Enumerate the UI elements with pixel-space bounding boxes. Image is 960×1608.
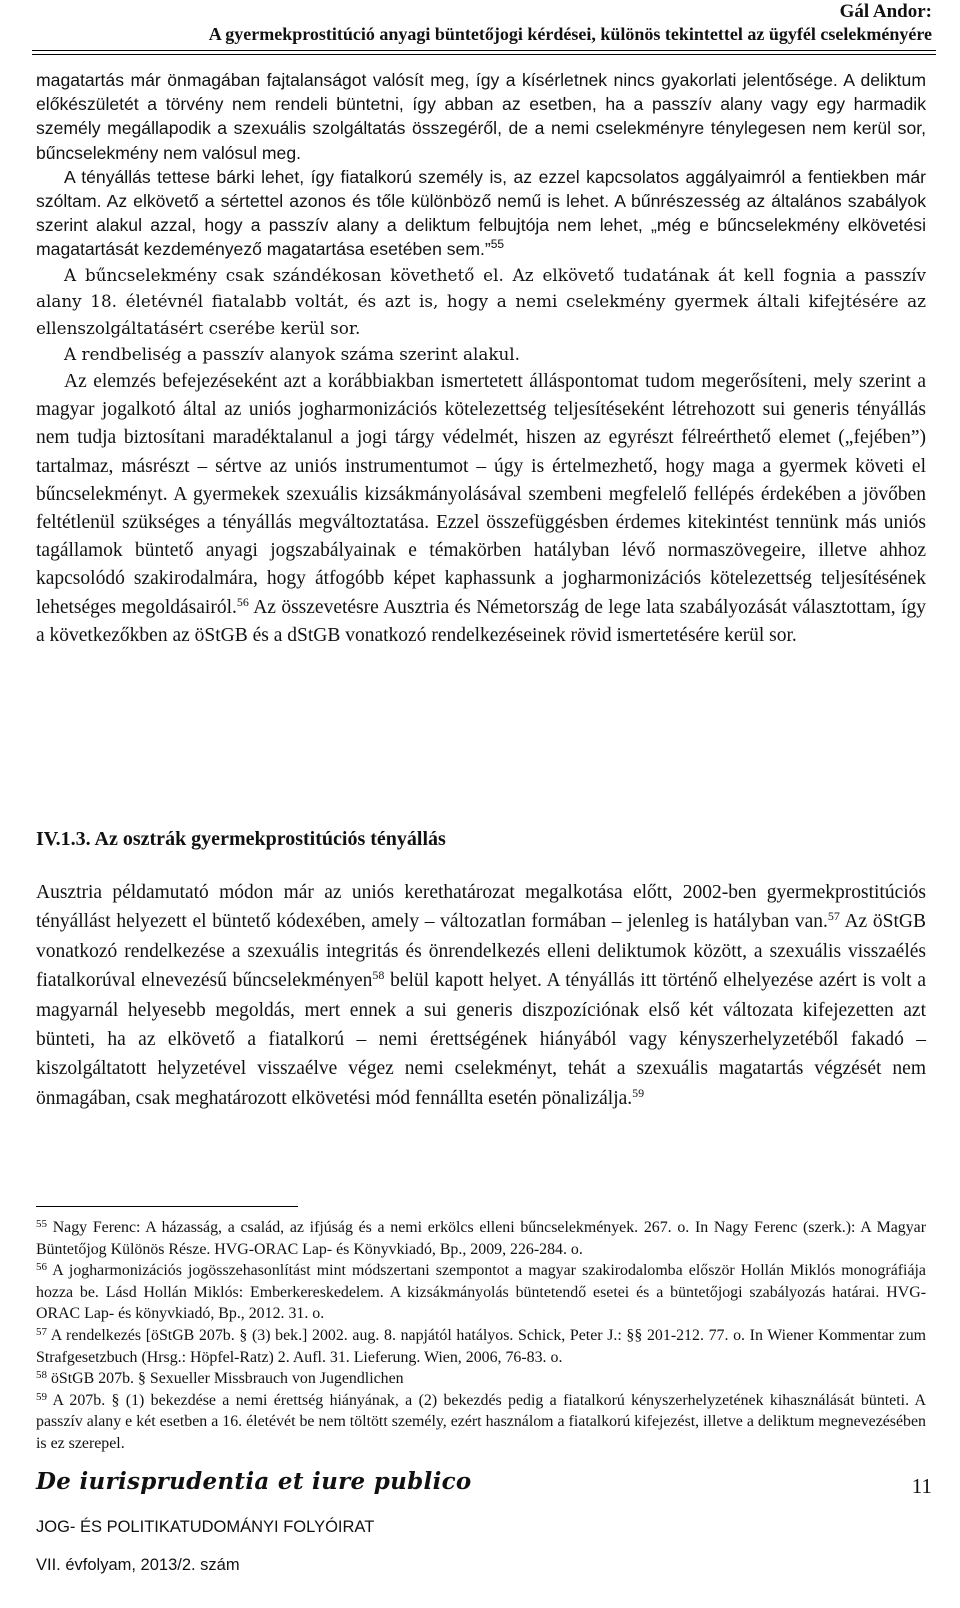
footnote-59 (36, 1390, 926, 1455)
paragraph-text: A tényállás tettese bárki lehet, így fiatalkorú személy is, az ezzel kapcsolatos aggályaimról a fentiekben már szóltam. Az elkövető a sértettel azonos és tőle különböző nemű is lehet. A bűnrészesség az általános szabályok szerint alakul azzal, hogy a passzív alany a deliktum felbujtója nem lehet, „még e bűncselekmény elkövetési magatartását kezdeményező magatartása esetében sem.” (36, 166, 926, 260)
paragraph-text: A bűncselekmény csak szándékosan követhető el. Az elkövető tudatának át kell fognia a passzív alany 18. életévnél fiatalabb voltát, és azt is, hogy a nemi cselekmény gyermek általi kifejtésére az ellenszolgáltatásért cserébe kerül sor. (36, 264, 926, 338)
header-author: Gál Andor: (839, 1, 932, 22)
footnote-58 (36, 1368, 926, 1390)
footnote-ref-58[interactable]: 58 (372, 968, 385, 983)
footnote-text: A rendelkezés [öStGB 207b. § (3) bek.] 2002. aug. 8. napjától hatályos. Schick, Peter J.: §§ 201-212. 77. o. In Wiener Kommentar zum Strafgesetzbuch (Hrsg.: Höpfel-Ratz) 2. Aufl. 31. Lieferung. Wien, 2006, 76-83. o. (36, 1326, 926, 1366)
paragraph-perpetrator (36, 165, 926, 262)
paragraph-text: Az összevetésre Ausztria és Németország de lege lata szabályozását választottam, így a következőkben az öStGB és a dStGB vonatkozó rendelkezéseinek rövid ismertetésére kerül sor. (36, 596, 926, 646)
body-text-top (36, 68, 926, 650)
footnote-number: 55 (36, 1218, 47, 1230)
body-text-austria (36, 878, 926, 1113)
footnote-ref-55[interactable]: 55 (490, 237, 505, 252)
footnote-text: öStGB 207b. § Sexueller Missbrauch von Jugendlichen (50, 1370, 404, 1388)
paragraph-text: Az öStGB vonatkozó rendelkezése a szexuális integritás és önrendelkezés elleni deliktumok között, a szexuális visszaélés fiatalkorúval elnevezésű bűncselekményen (36, 911, 926, 992)
paragraph-text: Ausztria példamutató módon már az uniós kerethatározat megalkotása előtt, 2002-ben gyermekprostitúciós tényállást helyezett el büntető kódexében, amely – változatlan formában – jelenleg is hatályban van. (36, 882, 926, 933)
paragraph-austria (36, 878, 926, 1113)
footnotes (36, 1217, 926, 1455)
footnote-57 (36, 1325, 926, 1368)
journal-subtitle: JOG- ÉS POLITIKATUDOMÁNYI FOLYÓIRAT (36, 1518, 375, 1536)
paragraph-text: A rendbeliség a passzív alanyok száma szerint alakul. (64, 344, 521, 365)
footnote-number: 58 (36, 1369, 47, 1382)
paragraph-text: Az elemzés befejezéseként azt a korábbiakban ismertetett álláspontomat tudom megerősíteni, mely szerint a magyar jogalkotó által az uniós jogharmonizációs kötelezettség teljesítéseként létrehozott sui generis tényállás nem tudja biztosítani maradéktalanul a jogi tárgy védelmét, hiszen az egyrészt félreérthető elemet („fejében”) tartalmaz, másrészt – sértve az uniós instrumentumot – úgy is értelmezhető, hogy maga a gyermek követi el bűncselekményt. A gyermekek szexuális kizsákmányolásával szembeni megfelelő fellépés érdekében a jövőben feltétlenül szükséges a tényállás megváltoztatása. Ezzel összefüggésben érdemes kitekintést tennünk más uniós tagállamok büntető anyagi jogszabályainak e témakörben hatályban lévő normaszövegeire, illetve ahhoz kapcsolódó szakirodalmára, hogy átfogóbb képet kaphassunk a jogharmonizációs kötelezettség teljesítésének lehetséges megoldásairól. (36, 371, 926, 618)
header-rule (32, 50, 936, 51)
footnote-number: 59 (36, 1390, 47, 1403)
paragraph-plurality (36, 341, 926, 368)
paragraph-attempt (36, 68, 926, 165)
footnote-55 (36, 1217, 926, 1260)
paragraph-intent (36, 262, 926, 342)
footnote-separator (36, 1206, 298, 1207)
footnote-text: A jogharmonizációs jogösszehasonlítást mint módszertani szempontot a magyar szakirodalomba először Hollán Miklós monográfiája hozza be. Lásd Hollán Miklós: Emberkereskedelem. A kizsákmányolás büntetendő esetei és a büntetőjogi szabályozás határai. HVG-ORAC Lap- és könyvkiadó, Bp., 2012. 31. o. (36, 1262, 926, 1323)
footnote-56 (36, 1260, 926, 1325)
section-heading: IV.1.3. Az osztrák gyermekprostitúciós tényállás (36, 828, 446, 850)
footnote-text: A 207b. § (1) bekezdése a nemi érettség hiányának, a (2) bekezdés pedig a fiatalkorú kényszerhelyzetének kihasználását bünteti. A passzív alany e két esetben a 16. életévét be nem töltött személy, ezért használom a fiatalkorú kifejezést, illetve a deliktum megnevezésében is ez szerepel. (36, 1391, 926, 1452)
footnote-number: 57 (36, 1325, 47, 1338)
footnote-ref-59[interactable]: 59 (632, 1085, 645, 1100)
header-rule-thin (32, 54, 936, 55)
page-number: 11 (911, 1474, 932, 1498)
paragraph-conclusion (36, 368, 926, 650)
footnote-ref-57[interactable]: 57 (827, 909, 840, 924)
journal-title: De iurisprudentia et iure publico (36, 1468, 472, 1495)
footnote-text: Nagy Ferenc: A házasság, a család, az ifjúság és a nemi erkölcs elleni bűncselekmények. 267. o. In Nagy Ferenc (szerk.): A Magyar Büntetőjog Különös Része. HVG-ORAC Lap- és Könyvkiadó, Bp., 2009, 226-284. o. (36, 1219, 926, 1258)
footnote-ref-56[interactable]: 56 (236, 594, 249, 609)
paragraph-text: magatartás már önmagában fajtalanságot valósít meg, így a kísérletnek nincs gyakorlati jelentősége. A deliktum előkészületét a törvény nem rendeli büntetni, így abban az esetben, ha a passzív alany vagy egy harmadik személy megállapodik a szexuális szolgáltatás összegéről, de a nemi cselekményre ténylegesen nem kerül sor, bűncselekmény nem valósul meg. (36, 70, 926, 163)
footnote-number: 56 (36, 1261, 47, 1274)
journal-volume: VII. évfolyam, 2013/2. szám (36, 1556, 240, 1574)
header-title: A gyermekprostitúció anyagi büntetőjogi kérdései, különös tekintettel az ügyfél cselekményére (208, 24, 932, 44)
paragraph-text: belül kapott helyet. A tényállás itt történő elhelyezése azért is volt a magyarnál helyesebb megoldás, mert ennek a sui generis diszpozíciónak első két változata kifejezetten azt bünteti, ha az elkövető a fiatalkorú – nemi érettségének hiányából vagy kényszerhelyzetéből fakadó – kiszolgáltatott helyzetével visszaélve végez nemi cselekményt, tehát a szexuális magatartás végzését nem önmagában, csak meghatározott elkövetési mód fennállta esetén pönalizálja. (36, 970, 926, 1109)
